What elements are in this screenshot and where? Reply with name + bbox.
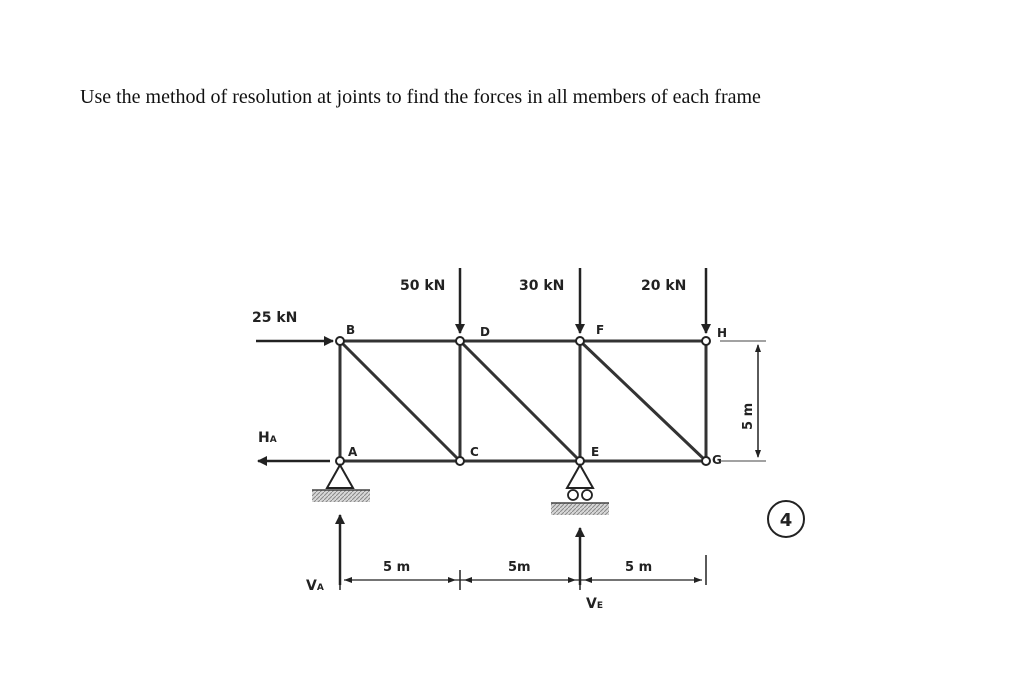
joint-f-pin: [576, 337, 584, 345]
load-label-30kn: 30 kN: [519, 278, 565, 294]
joint-label-f: F: [596, 323, 605, 337]
member-fg: [580, 341, 706, 461]
joint-label-h: H: [717, 326, 728, 340]
joint-label-d: D: [480, 325, 490, 339]
joint-label-e: E: [591, 445, 600, 459]
question-text: Use the method of resolution at joints to find the forces in all members of each frame: [80, 86, 761, 108]
joint-label-c: C: [470, 445, 479, 459]
joint-d-pin: [456, 337, 464, 345]
joint-c-pin: [456, 457, 464, 465]
figure-number-label: 4: [779, 510, 793, 531]
span-label-3: 5 m: [625, 560, 653, 575]
member-bc: [340, 341, 460, 461]
joint-h-pin: [702, 337, 710, 345]
pin-support-a: [312, 465, 370, 502]
reaction-label-va: VA: [306, 578, 324, 594]
reaction-label-ve: VE: [586, 596, 603, 612]
span-label-1: 5 m: [383, 560, 411, 575]
joint-g-pin: [702, 457, 710, 465]
roller-support-e: [551, 465, 609, 515]
joint-label-a: A: [348, 445, 358, 459]
joint-b-pin: [336, 337, 344, 345]
load-label-25kn: 25 kN: [252, 310, 298, 326]
reaction-label-ha: HA: [258, 430, 277, 446]
member-de: [460, 341, 580, 461]
height-dimension-label: 5 m: [741, 402, 756, 430]
joint-label-g: G: [712, 453, 722, 467]
span-label-2: 5m: [508, 560, 531, 575]
load-label-50kn: 50 kN: [400, 278, 446, 294]
joint-label-b: B: [346, 323, 356, 337]
load-label-20kn: 20 kN: [641, 278, 687, 294]
